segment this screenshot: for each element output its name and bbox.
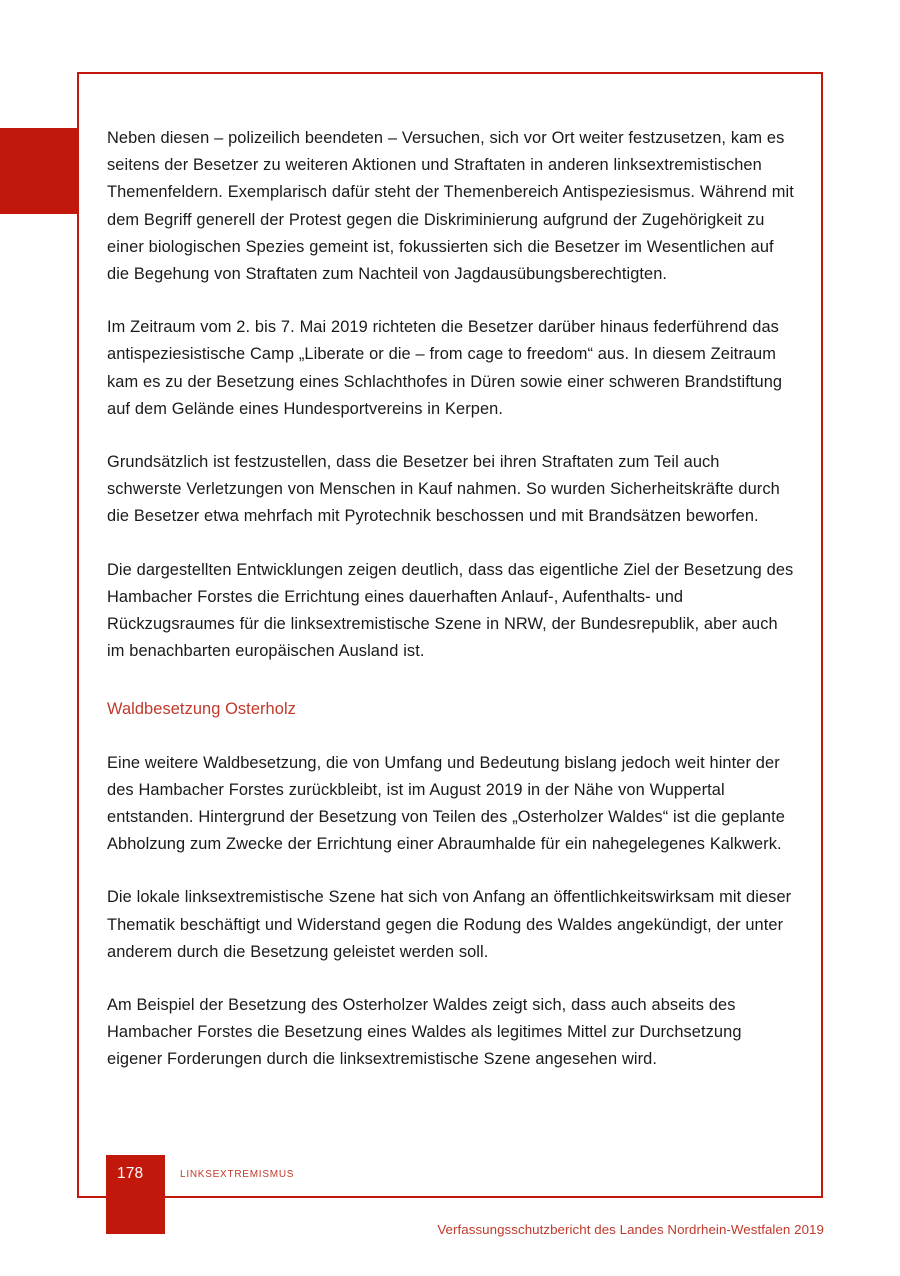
body-paragraph: Eine weitere Waldbesetzung, die von Umfang und Bedeutung bislang jedoch weit hinter der des Hambacher Forstes zurückbleibt, ist im August 2019 in der Nähe von Wuppertal entstanden. Hintergrund der Besetzung von Teilen des „Osterholzer Waldes“ ist die geplante Abholzung zum Zwecke der Errichtung einer Abraumhalde für ein nahegelegenes Kalkwerk.: [107, 753, 785, 854]
running-head-chapter-title: linksextremismus: [180, 1165, 295, 1180]
page-content: [107, 125, 797, 1074]
chapter-marker-tab: [0, 128, 78, 214]
section-heading-waldbesetzung-osterholz: Waldbesetzung Osterholz: [107, 700, 296, 719]
body-paragraph: Die lokale linksextremistische Szene hat sich von Anfang an öffentlichkeitswirksam mit dieser Thematik beschäftigt und Widerstand gegen die Rodung des Waldes angekündigt, der unter anderem durch die Besetzung geleistet werden soll.: [107, 888, 792, 961]
body-paragraph: Die dargestellten Entwicklungen zeigen deutlich, dass das eigentliche Ziel der Besetzung des Hambacher Forstes die Errichtung eines dauerhaften Anlauf-, Aufenthalts- und Rückzugsraumes für die linksextremistische Szene in NRW, der Bundesrepublik, aber auch im benachbarten europäischen Ausland ist.: [107, 560, 794, 661]
body-paragraph: Im Zeitraum vom 2. bis 7. Mai 2019 richteten die Besetzer darüber hinaus federführend das antispeziesistische Camp „Liberate or die – from cage to freedom“ aus. In diesem Zeitraum kam es zu der Besetzung eines Schlachthofes in Düren sowie einer schweren Brandstiftung auf dem Gelände eines Hundesportvereins in Kerpen.: [107, 318, 783, 418]
page-number: 178: [117, 1165, 144, 1182]
report-title-line: Verfassungsschutzbericht des Landes Nordrhein-Westfalen 2019: [437, 1222, 824, 1237]
body-paragraph: Am Beispiel der Besetzung des Osterholzer Waldes zeigt sich, dass auch abseits des Hambacher Forstes die Besetzung eines Waldes als legitimes Mittel zur Durchsetzung eigener Forderungen durch die linksextremistische Szene angesehen wird.: [107, 996, 742, 1069]
body-paragraph: Neben diesen – polizeilich beendeten – Versuchen, sich vor Ort weiter festzusetzen, kam es seitens der Besetzer zu weiteren Aktionen und Straftaten in anderen linksextremistischen Themenfeldern. Exemplarisch dafür steht der Themenbereich Antispeziesismus. Während mit dem Begriff generell der Protest gegen die Diskriminierung aufgrund der Zugehörigkeit zu einer biologischen Spezies gemeint ist, fokussierten sich die Besetzer im Wesentlichen auf die Begehung von Straftaten zum Nachteil von Jagdausübungsberechtigten.: [107, 129, 794, 284]
body-paragraph: Grundsätzlich ist festzustellen, dass die Besetzer bei ihren Straftaten zum Teil auch schwerste Verletzungen von Menschen in Kauf nahmen. So wurden Sicherheitskräfte durch die Besetzer etwa mehrfach mit Pyrotechnik beschossen und mit Brandsätzen beworfen.: [107, 453, 780, 526]
